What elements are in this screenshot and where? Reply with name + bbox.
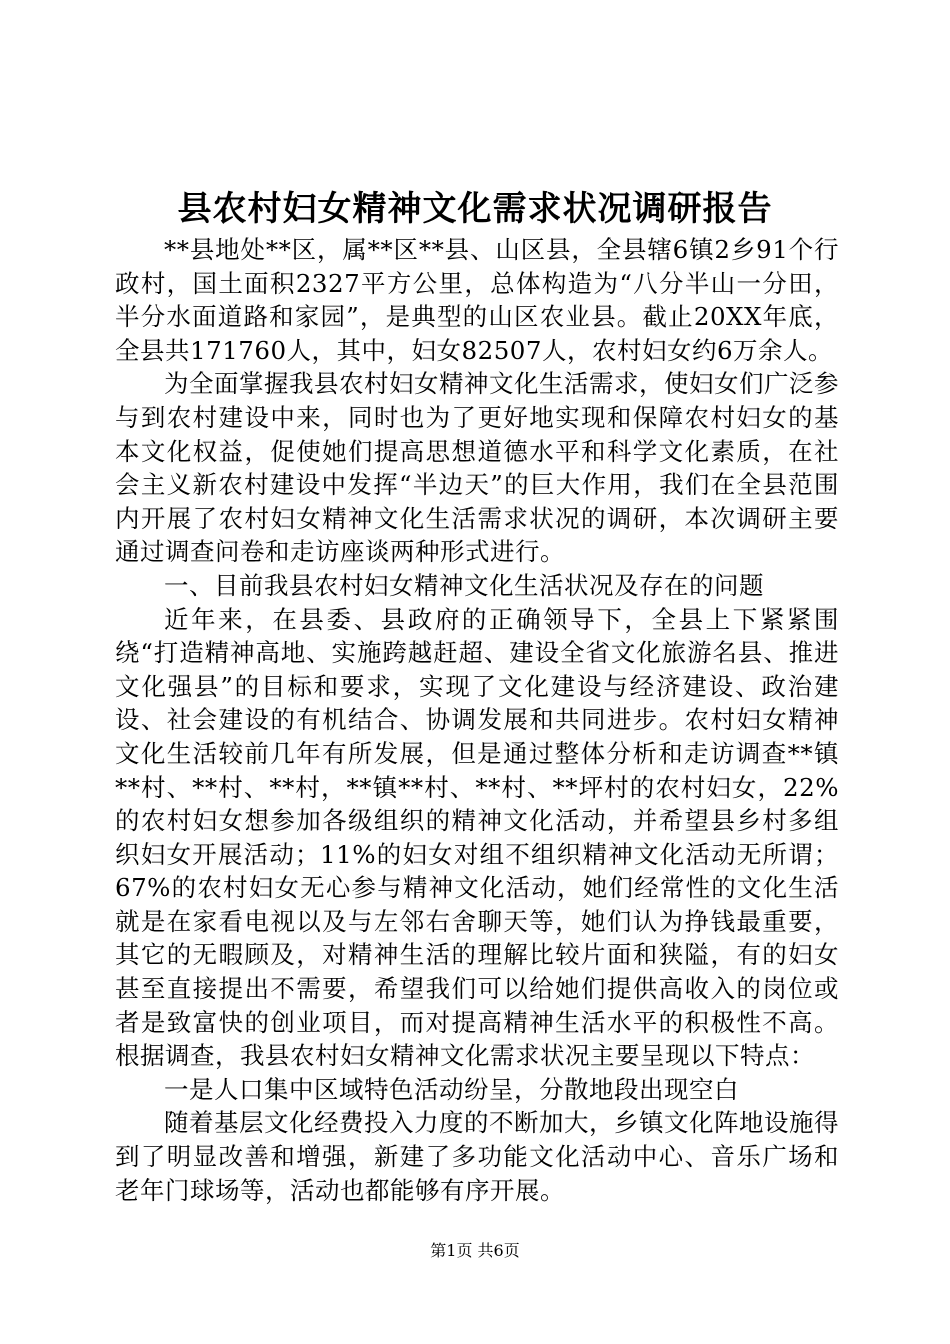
paragraph-findings: 近年来，在县委、县政府的正确领导下，全县上下紧紧围绕“打造精神高地、实施跨越赶超、建设全省文化旅游名县、推进文化强县”的目标和要求，实现了文化建设与经济建设、政治建设、社会建设的有机结合、协调发展和共同进步。农村妇女精神文化生活较前几年有所发展，但是通过整体分析和走访调查**镇**村、**村、**村，**镇**村、**村、**坪村的农村妇女，22%的农村妇女想参加各级组织的精神文化活动，并希望县乡村多组织妇女开展活动；11%的妇女对组不组织精神文化活动无所谓；67%的农村妇女无心参与精神文化活动，她们经常性的文化生活就是在家看电视以及与左邻右舍聊天等，她们认为挣钱最重要，其它的无暇顾及，对精神生活的理解比较片面和狭隘，有的妇女甚至直接提出不需要，希望我们可以给她们提供高收入的岗位或者是致富快的创业项目，而对提高精神生活水平的积极性不高。根据调查，我县农村妇女精神文化需求状况主要呈现以下特点：	[115, 604, 839, 1071]
section-heading: 一、目前我县农村妇女精神文化生活状况及存在的问题	[164, 570, 764, 600]
paragraph-overview: **县地处**区，属**区**县、山区县，全县辖6镇2乡91个行政村，国土面积2327平方公里，总体构造为“八分半山一分田，半分水面道路和家园”，是典型的山区农业县。截止20XX年底，全县共171760人，其中，妇女82507人，农村妇女约6万余人。	[115, 235, 839, 365]
document-title: 县农村妇女精神文化需求状况调研报告	[177, 189, 773, 229]
document-body	[115, 233, 839, 1207]
paragraph-facilities: 随着基层文化经费投入力度的不断加大，乡镇文化阵地设施得到了明显改善和增强，新建了多功能文化活动中心、音乐广场和老年门球场等，活动也都能够有序开展。	[115, 1108, 839, 1205]
paragraph-purpose: 为全面掌握我县农村妇女精神文化生活需求，使妇女们广泛参与到农村建设中来，同时也为了更好地实现和保障农村妇女的基本文化权益，促使她们提高思想道德水平和科学文化素质，在社会主义新农村建设中发挥“半边天”的巨大作用，我们在全县范围内开展了农村妇女精神文化生活需求状况的调研，本次调研主要通过调查问卷和走访座谈两种形式进行。	[115, 369, 839, 567]
subsection-heading: 一是人口集中区域特色活动纷呈，分散地段出现空白	[164, 1074, 739, 1104]
page-number-footer: 第1页 共6页	[430, 1241, 520, 1260]
